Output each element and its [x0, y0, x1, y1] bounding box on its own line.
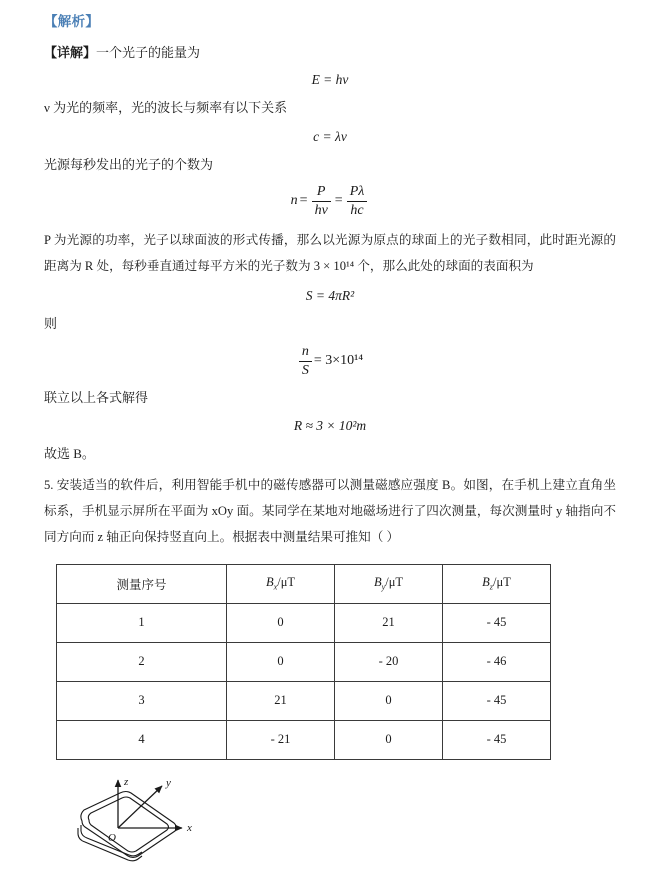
- then-paragraph: 则: [44, 316, 58, 332]
- header-by-unit: /μT: [385, 575, 404, 590]
- analysis-heading: 【解析】: [44, 14, 100, 29]
- power-explanation-paragraph: P 为光源的功率，光子以球面波的形式传播，那么以光源为原点的球面上的光子数相同，此时距光源的距离为 R 处，每秒垂直通过每平方米的光子数为 3 × 10¹⁴ 个，那么此处的球面的表面积为: [44, 232, 616, 273]
- header-by-sub: y: [381, 582, 386, 592]
- axis-y-line: [118, 786, 162, 828]
- equation-photon-energy: [44, 71, 616, 89]
- cell-index: 4: [57, 720, 227, 759]
- header-bz-sub: z: [489, 582, 494, 592]
- cell-bx: 21: [227, 681, 335, 720]
- eq-n-equals-2: =: [334, 193, 343, 209]
- eq-ns-rhs: = 3×10¹⁴: [313, 353, 364, 369]
- cell-bx: - 21: [227, 720, 335, 759]
- table-row: [57, 642, 551, 681]
- question-5: [44, 473, 616, 550]
- cell-bz: - 45: [443, 681, 551, 720]
- answer-paragraph: 故选 B。: [44, 445, 95, 461]
- equation-sphere-area: [44, 287, 616, 305]
- table-header-row: [57, 564, 551, 603]
- eq-ns-numerator: n: [299, 344, 312, 362]
- cell-index: 2: [57, 642, 227, 681]
- phone-coordinate-diagram: [72, 768, 616, 878]
- equation-flux-density: [44, 344, 616, 379]
- header-bx-main: B: [265, 575, 274, 590]
- equation-sphere-area-text: S = 4πR²: [305, 288, 355, 304]
- eq-n-lhs: n: [290, 193, 298, 209]
- header-bx-sub: x: [273, 582, 278, 592]
- cell-by: 21: [335, 603, 443, 642]
- eq-n-denominator-1: hv: [314, 202, 328, 218]
- cell-index: 1: [57, 603, 227, 642]
- header-bz-main: B: [482, 575, 490, 590]
- eq-n-numerator-1: P: [312, 184, 331, 202]
- phone-axes-svg: [72, 768, 242, 873]
- header-by-symbol: [373, 575, 404, 592]
- header-bx-unit: /μT: [277, 575, 296, 590]
- detail-lead-paragraph: [44, 43, 616, 63]
- cell-bz: - 45: [443, 720, 551, 759]
- photon-count-paragraph: 光源每秒发出的光子的个数为: [44, 156, 214, 172]
- cell-by: 0: [335, 681, 443, 720]
- cell-by: 0: [335, 720, 443, 759]
- cell-bx: 0: [227, 603, 335, 642]
- equation-result: [44, 417, 616, 435]
- phone-outline-outer: [81, 791, 176, 857]
- table-header-index: 测量序号: [57, 564, 227, 603]
- axis-x-label: x: [187, 821, 192, 834]
- equation-flux-density-body: [297, 343, 364, 378]
- cell-bz: - 46: [443, 642, 551, 681]
- equation-photon-energy-text: E = hv: [311, 72, 349, 88]
- phone-body: [78, 791, 176, 860]
- table-header-bx: [227, 564, 335, 603]
- axis-y-label: y: [166, 776, 171, 789]
- eq-n-equals-1: =: [299, 193, 308, 209]
- cell-bz: - 45: [443, 603, 551, 642]
- equation-wave-relation: [44, 128, 616, 146]
- header-bx-symbol: [265, 575, 296, 592]
- equation-result-text: R ≈ 3 × 10²m: [293, 417, 367, 433]
- eq-n-numerator-2: Pλ: [347, 184, 368, 202]
- detail-lead-text: 一个光子的能量为: [96, 45, 201, 61]
- question-5-text: 安装适当的软件后，利用智能手机中的磁传感器可以测量磁感应强度 B。如图，在手机上建立直角坐标系，手机显示屏所在平面为 xOy 面。某同学在某地对地磁场进行了四次测量，每次测量时 y 轴指向不同方向而 z 轴正向保持竖直向上。根据表中测量结果可推知（ ）: [44, 478, 616, 544]
- cell-by: - 20: [335, 642, 443, 681]
- measurement-table: [56, 564, 551, 760]
- eq-ns-denominator: S: [301, 362, 309, 378]
- detail-tag: 【详解】: [44, 45, 97, 61]
- origin-label: O: [108, 831, 116, 844]
- header-bz-unit: /μT: [493, 575, 511, 590]
- eq-ns-fraction: [299, 344, 312, 379]
- cell-bx: 0: [227, 642, 335, 681]
- header-bz-symbol: [482, 575, 511, 592]
- table-header-by: [335, 564, 443, 603]
- table-row: [57, 603, 551, 642]
- header-by-main: B: [373, 575, 382, 590]
- eq-n-fraction-1: [312, 184, 331, 219]
- table-row: [57, 681, 551, 720]
- table-header-bz: [443, 564, 551, 603]
- eq-n-fraction-2: [347, 184, 368, 219]
- table-row: [57, 720, 551, 759]
- document-content: [44, 12, 616, 878]
- solve-paragraph: 联立以上各式解得: [44, 389, 149, 405]
- axis-z-label: z: [124, 775, 129, 788]
- equation-photon-number: [44, 184, 616, 219]
- frequency-paragraph: ν 为光的频率，光的波长与频率有以下关系: [44, 100, 288, 116]
- question-5-number: 5.: [44, 478, 54, 493]
- cell-index: 3: [57, 681, 227, 720]
- eq-n-denominator-2: hc: [350, 202, 364, 218]
- equation-wave-relation-text: c = λv: [313, 128, 347, 144]
